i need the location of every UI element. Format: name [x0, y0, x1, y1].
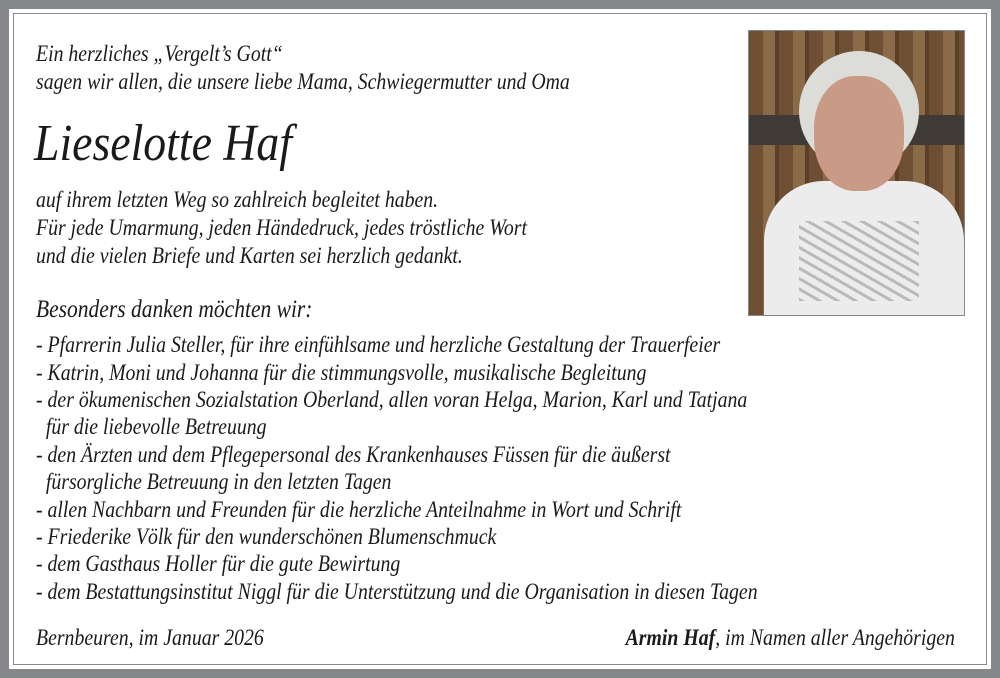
thanks-item: - den Ärzten und dem Pflegepersonal des Krankenhauses Füssen für die äußerst — [36, 442, 671, 467]
intro-line-1: Ein herzliches „Vergelt’s Gott“ — [36, 41, 283, 66]
thanks-item: - dem Gasthaus Holler für die gute Bewirtung — [36, 551, 401, 576]
portrait-photo — [748, 30, 965, 316]
deceased-name: Lieselotte Haf — [34, 115, 293, 172]
paragraph-line: und die vielen Briefe und Karten sei herzlich gedankt. — [36, 243, 463, 268]
signature — [626, 626, 955, 649]
paragraph-line: Für jede Umarmung, jeden Händedruck, jedes tröstliche Wort — [36, 215, 527, 240]
thanks-item: - Katrin, Moni und Johanna für die stimmungsvolle, musikalische Begleitung — [36, 360, 647, 385]
thanks-heading: Besonders danken möchten wir: — [36, 296, 313, 323]
thanks-item: für die liebevolle Betreuung — [36, 414, 267, 439]
paragraph-line: auf ihrem letzten Weg so zahlreich begleitet haben. — [36, 187, 439, 212]
thanks-item: - der ökumenischen Sozialstation Oberland, allen voran Helga, Marion, Karl und Tatjana — [36, 387, 748, 412]
thanks-item: fürsorgliche Betreuung in den letzten Tagen — [36, 469, 392, 494]
intro-line-2: sagen wir allen, die unsere liebe Mama, Schwiegermutter und Oma — [36, 69, 570, 94]
place-date: Bernbeuren, im Januar 2026 — [36, 625, 264, 650]
thanks-item: - Friederike Völk für den wunderschönen Blumenschmuck — [36, 524, 497, 549]
photo-shirt-pattern — [799, 221, 919, 301]
thanks-item: - allen Nachbarn und Freunden für die herzliche Anteilnahme in Wort und Schrift — [36, 497, 682, 522]
signer-name: Armin Haf — [625, 625, 716, 650]
photo-face — [814, 76, 904, 191]
thanks-item: - Pfarrerin Julia Steller, für ihre einfühlsame und herzliche Gestaltung der Trauerfeier — [36, 332, 721, 357]
thanks-item: - dem Bestattungsinstitut Niggl für die Unterstützung und die Organisation in diesen Tagen — [36, 579, 758, 604]
signer-suffix: , im Namen aller Angehörigen — [715, 625, 955, 650]
